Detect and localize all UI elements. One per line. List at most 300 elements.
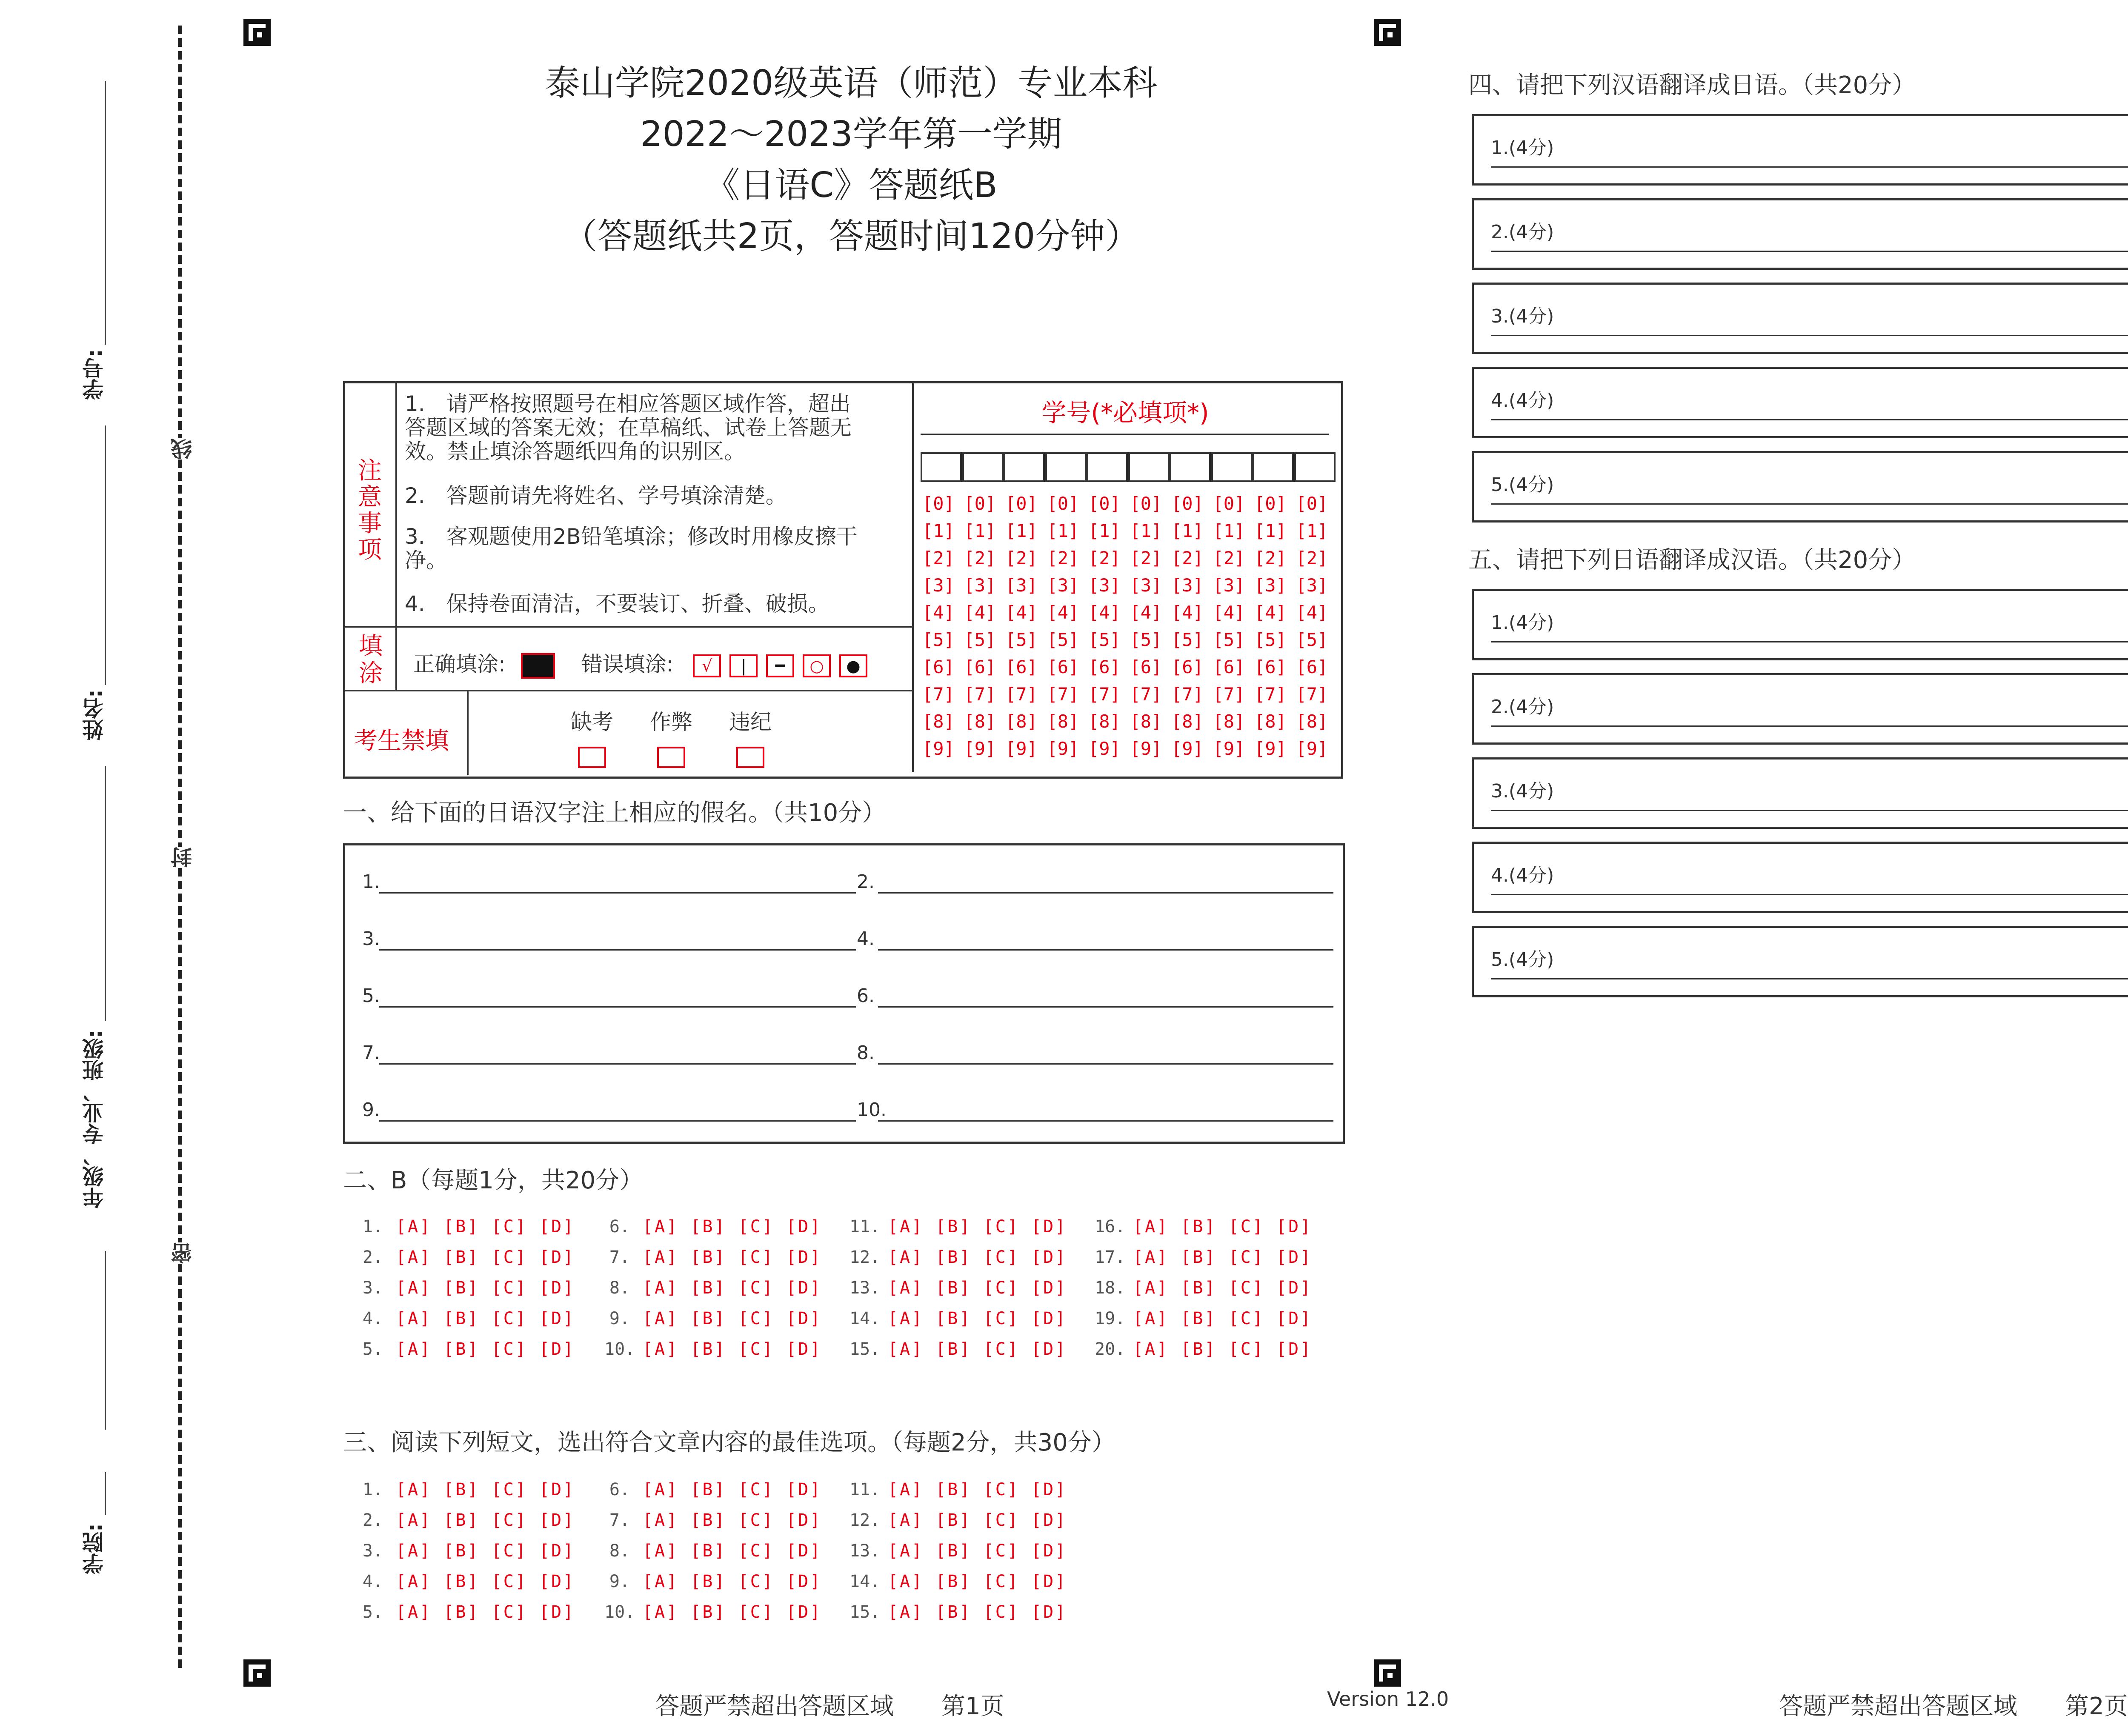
student-id-bubble[interactable]: [2] [1005, 548, 1038, 568]
section1-answer-line[interactable] [379, 949, 856, 951]
section2-question-row[interactable] [604, 1278, 822, 1298]
student-id-bubble[interactable]: [0] [1047, 493, 1079, 514]
section2-option-bubbles[interactable]: [A] [B] [C] [D] [396, 1339, 575, 1359]
section2-question-number: 4. [362, 1309, 383, 1328]
student-id-bubble[interactable]: [5] [922, 629, 955, 650]
student-id-boxes[interactable] [921, 452, 1338, 482]
student-id-bubble[interactable]: [7] [1254, 684, 1287, 705]
student-id-bubble[interactable]: [8] [1088, 711, 1121, 732]
section4-item-label: 4.(4分) [1491, 390, 1554, 411]
student-id-bubble[interactable]: [6] [964, 657, 996, 677]
section2-question-row[interactable] [849, 1309, 1067, 1328]
section5-title: 五、请把下列日语翻译成汉语。（共20分） [1468, 546, 1916, 574]
exam-title-line4: （答题纸共2页，答题时间120分钟） [562, 216, 1140, 257]
section2-question-number: 20. [1095, 1339, 1126, 1359]
student-id-bubble[interactable]: [5] [1047, 629, 1079, 650]
student-id-digit-box[interactable] [962, 452, 1004, 482]
section3-option-bubbles[interactable]: [A] [B] [C] [D] [643, 1510, 822, 1530]
section2-question-number: 2. [362, 1248, 383, 1267]
student-id-bubble[interactable]: [6] [1088, 657, 1121, 677]
student-id-bubble[interactable]: [0] [1005, 493, 1038, 514]
section2-question-row[interactable] [358, 1278, 575, 1298]
section3-question-row[interactable] [358, 1541, 575, 1561]
notice-item-4: 4. 保持卷面清洁，不要装订、折叠、破损。 [405, 591, 829, 616]
section3-question-number: 14. [849, 1572, 881, 1591]
section4-answer-line[interactable] [1491, 335, 2128, 336]
student-id-bubble[interactable]: [9] [1088, 738, 1121, 759]
student-id-bubble[interactable]: [8] [1213, 711, 1245, 732]
student-id-bubble[interactable]: [0] [1130, 493, 1162, 514]
section3-question-row[interactable] [604, 1510, 822, 1530]
student-id-bubble[interactable]: [9] [964, 738, 996, 759]
section2-question-number: 16. [1095, 1217, 1126, 1236]
student-id-bubble[interactable]: [4] [964, 602, 996, 623]
section2-option-bubbles[interactable]: [A] [B] [C] [D] [396, 1248, 575, 1267]
section2-question-row[interactable] [358, 1248, 575, 1267]
student-id-digit-box[interactable] [1128, 452, 1170, 482]
student-id-bubble[interactable]: [3] [1213, 575, 1245, 596]
seal-word-xian: 线 [168, 438, 193, 460]
student-id-bubble[interactable]: [2] [922, 548, 955, 568]
student-id-bubbles[interactable] [921, 493, 1338, 774]
student-id-bubble[interactable]: [1] [1047, 520, 1079, 541]
wrong-fill-label: 错误填涂: [581, 652, 674, 677]
section2-option-bubbles[interactable]: [A] [B] [C] [D] [396, 1278, 575, 1298]
correct-fill-label: 正确填涂: [413, 652, 506, 677]
student-id-bubble[interactable]: [1] [1088, 520, 1121, 541]
section3-option-bubbles[interactable]: [A] [B] [C] [D] [643, 1480, 822, 1499]
student-id-bubble[interactable]: [8] [922, 711, 955, 732]
student-id-bubble[interactable]: [9] [1171, 738, 1204, 759]
notice-item-1: 1. 请严格按照题号在相应答题区域作答，超出答题区域的答案无效；在草稿纸、试卷上答题无效。禁止填涂答题纸四角的识别区。 [405, 391, 852, 464]
section2-question-number: 9. [609, 1309, 630, 1328]
student-id-bubble[interactable]: [0] [922, 493, 955, 514]
student-id-bubble[interactable]: [8] [1171, 711, 1204, 732]
section2-question-number: 10. [604, 1339, 635, 1359]
section2-option-bubbles[interactable]: [A] [B] [C] [D] [1133, 1248, 1313, 1267]
student-id-bubble[interactable]: [9] [922, 738, 955, 759]
section3-question-number: 2. [362, 1510, 383, 1530]
section4-answer-line[interactable] [1491, 166, 2128, 168]
section2-option-bubbles[interactable]: [A] [B] [C] [D] [643, 1278, 822, 1298]
section1-item-label: 6. [857, 985, 875, 1007]
section2-option-bubbles[interactable]: [A] [B] [C] [D] [1133, 1278, 1313, 1298]
student-id-bubble[interactable]: [5] [964, 629, 996, 650]
section3-option-bubbles[interactable]: [A] [B] [C] [D] [396, 1572, 575, 1591]
student-id-digit-box[interactable] [921, 452, 962, 482]
student-id-bubble[interactable]: [8] [1296, 711, 1328, 732]
student-id-bubble[interactable]: [8] [1254, 711, 1287, 732]
section3-option-bubbles[interactable]: [A] [B] [C] [D] [396, 1510, 575, 1530]
section2-question-row[interactable] [604, 1217, 822, 1236]
section2-option-bubbles[interactable]: [A] [B] [C] [D] [1133, 1339, 1313, 1359]
student-id-bubble[interactable]: [9] [1296, 738, 1328, 759]
section2-question-number: 19. [1095, 1309, 1126, 1328]
section4-answer-box[interactable] [1472, 451, 2128, 523]
section1-item-label: 7. [362, 1042, 380, 1064]
section1-answer-line[interactable] [379, 892, 856, 894]
section2-question-row[interactable] [604, 1248, 822, 1267]
student-id-bubble[interactable]: [8] [964, 711, 996, 732]
section3-option-bubbles[interactable]: [A] [B] [C] [D] [396, 1602, 575, 1622]
section2-question-row[interactable] [358, 1339, 575, 1359]
section2-option-bubbles[interactable]: [A] [B] [C] [D] [888, 1217, 1067, 1236]
section1-answer-line[interactable] [379, 1006, 856, 1008]
section2-option-bubbles[interactable]: [A] [B] [C] [D] [643, 1309, 822, 1328]
section3-question-number: 1. [362, 1480, 383, 1499]
student-id-bubble[interactable]: [4] [1213, 602, 1245, 623]
student-id-bubble[interactable]: [0] [1171, 493, 1204, 514]
section3-question-row[interactable] [358, 1602, 575, 1622]
student-id-bubble[interactable]: [5] [1005, 629, 1038, 650]
section1-item-label: 1. [362, 871, 380, 893]
section3-question-row[interactable] [849, 1602, 1067, 1622]
section1-item-label: 10. [857, 1099, 887, 1121]
section2-option-bubbles[interactable]: [A] [B] [C] [D] [1133, 1217, 1313, 1236]
section5-answer-line[interactable] [1491, 978, 2128, 979]
student-id-bubble[interactable]: [0] [964, 493, 996, 514]
student-id-bubble[interactable]: [3] [1005, 575, 1038, 596]
student-id-bubble[interactable]: [1] [1296, 520, 1328, 541]
section2-question-number: 8. [609, 1278, 630, 1298]
class-line-lower[interactable] [105, 1251, 106, 1430]
section3-question-row[interactable] [604, 1602, 822, 1622]
violation-box[interactable] [736, 747, 764, 768]
section2-option-bubbles[interactable]: [A] [B] [C] [D] [643, 1217, 822, 1236]
section2-question-row[interactable] [849, 1339, 1067, 1359]
section1-answer-line[interactable] [379, 1120, 856, 1122]
section2-question-row[interactable] [849, 1278, 1067, 1298]
section2-question-row[interactable] [849, 1248, 1067, 1267]
section2-question-row[interactable] [1095, 1339, 1312, 1359]
section5-item-label: 4.(4分) [1491, 865, 1554, 886]
seal-word-feng: 封 [168, 847, 193, 868]
student-id-digit-box[interactable] [1253, 452, 1294, 482]
college-label: 学院: [82, 1523, 107, 1574]
student-id-bubble[interactable]: [4] [1130, 602, 1162, 623]
student-id-bubble[interactable]: [0] [1254, 493, 1287, 514]
section2-question-number: 7. [609, 1248, 630, 1267]
wrong-mark-dot: ● [839, 654, 867, 677]
name-line[interactable] [105, 425, 106, 685]
exam-title-line3: 《日语C》答题纸B [705, 165, 998, 206]
section2-option-bubbles[interactable]: [A] [B] [C] [D] [888, 1309, 1067, 1328]
student-id-bubble[interactable]: [1] [1171, 520, 1204, 541]
student-id-bubble[interactable]: [2] [1047, 548, 1079, 568]
section2-question-number: 5. [362, 1339, 383, 1359]
correct-fill-sample [521, 653, 555, 679]
student-id-bubble[interactable]: [6] [1005, 657, 1038, 677]
student-id-bubble[interactable]: [1] [1254, 520, 1287, 541]
student-id-bubble[interactable]: [1] [922, 520, 955, 541]
cheating-label: 作弊 [650, 710, 692, 734]
corner-marker-bottom-left [243, 1659, 271, 1687]
section3-question-number: 4. [362, 1572, 383, 1591]
section2-question-row[interactable] [604, 1339, 822, 1359]
section5-answer-box[interactable] [1472, 757, 2128, 829]
student-id-digit-box[interactable] [1211, 452, 1253, 482]
student-id-bubble[interactable]: [6] [1254, 657, 1287, 677]
section2-question-row[interactable] [1095, 1217, 1312, 1236]
section2-option-bubbles[interactable]: [A] [B] [C] [D] [888, 1339, 1067, 1359]
section3-option-bubbles[interactable]: [A] [B] [C] [D] [643, 1572, 822, 1591]
student-id-bubble[interactable]: [9] [1005, 738, 1038, 759]
student-id-bubble[interactable]: [7] [1088, 684, 1121, 705]
section3-question-row[interactable] [604, 1541, 822, 1561]
student-id-bubble[interactable]: [6] [1171, 657, 1204, 677]
student-id-bubble[interactable]: [3] [1296, 575, 1328, 596]
section3-question-row[interactable] [849, 1541, 1067, 1561]
student-id-bubble[interactable]: [1] [964, 520, 996, 541]
student-id-bubble[interactable]: [8] [1130, 711, 1162, 732]
section1-answer-line[interactable] [878, 1063, 1333, 1065]
section2-question-row[interactable] [1095, 1278, 1312, 1298]
student-id-bubble[interactable]: [7] [922, 684, 955, 705]
violation-label: 违纪 [729, 710, 772, 734]
student-id-digit-box[interactable] [1294, 452, 1336, 482]
college-line[interactable] [105, 1472, 106, 1515]
student-id-bubble[interactable]: [7] [1130, 684, 1162, 705]
student-id-bubble[interactable]: [5] [1296, 629, 1328, 650]
section2-option-bubbles[interactable]: [A] [B] [C] [D] [643, 1248, 822, 1267]
section2-question-number: 13. [849, 1278, 881, 1298]
student-id-bubble[interactable]: [2] [1088, 548, 1121, 568]
section3-question-number: 5. [362, 1602, 383, 1622]
section5-answer-box[interactable] [1472, 673, 2128, 745]
section3-question-row[interactable] [358, 1480, 575, 1499]
student-id-label: 学号: [82, 349, 107, 400]
student-id-bubble[interactable]: [3] [1254, 575, 1287, 596]
student-id-bubble[interactable]: [5] [1213, 629, 1245, 650]
section4-answer-box[interactable] [1472, 114, 2128, 186]
student-id-bubble[interactable]: [2] [1213, 548, 1245, 568]
section1-answer-line[interactable] [878, 1120, 1333, 1122]
section1-item-label: 4. [857, 928, 875, 950]
wrong-mark-circle: ○ [803, 654, 831, 677]
student-id-bubble[interactable]: [3] [1047, 575, 1079, 596]
student-id-bubble[interactable]: [6] [1047, 657, 1079, 677]
student-id-bubble[interactable]: [6] [1296, 657, 1328, 677]
student-id-bubble[interactable]: [7] [1047, 684, 1079, 705]
student-id-bubble[interactable]: [7] [1005, 684, 1038, 705]
section3-question-row[interactable] [849, 1572, 1067, 1591]
section5-answer-box[interactable] [1472, 926, 2128, 997]
section5-answer-box[interactable] [1472, 842, 2128, 913]
section3-question-number: 3. [362, 1541, 383, 1561]
section3-question-row[interactable] [358, 1510, 575, 1530]
section2-option-bubbles[interactable]: [A] [B] [C] [D] [643, 1339, 822, 1359]
section1-title: 一、给下面的日语汉字注上相应的假名。（共10分） [343, 799, 886, 827]
absent-label: 缺考 [571, 710, 613, 734]
section3-question-row[interactable] [849, 1480, 1067, 1499]
section4-answer-line[interactable] [1491, 503, 2128, 505]
section5-answer-line[interactable] [1491, 810, 2128, 811]
student-id-line[interactable] [105, 81, 106, 345]
section3-title: 三、阅读下列短文，选出符合文章内容的最佳选项。（每题2分，共30分） [343, 1429, 1115, 1456]
student-id-bubble[interactable]: [2] [1296, 548, 1328, 568]
section2-question-row[interactable] [849, 1217, 1067, 1236]
section4-item-label: 2.(4分) [1491, 221, 1554, 243]
section3-question-row[interactable] [849, 1510, 1067, 1530]
student-id-bubble[interactable]: [6] [1213, 657, 1245, 677]
notice-label: 注意事项 [358, 457, 382, 564]
student-id-bubble[interactable]: [4] [1088, 602, 1121, 623]
student-id-bubble[interactable]: [5] [1130, 629, 1162, 650]
section5-answer-box[interactable] [1472, 589, 2128, 660]
section2-question-number: 12. [849, 1248, 881, 1267]
section1-answer-line[interactable] [878, 1006, 1333, 1008]
student-id-bubble[interactable]: [2] [1254, 548, 1287, 568]
student-id-bubble[interactable]: [7] [1171, 684, 1204, 705]
student-id-bubble[interactable]: [5] [1254, 629, 1287, 650]
section2-question-number: 1. [362, 1217, 383, 1236]
section3-question-number: 12. [849, 1510, 881, 1530]
student-id-bubble[interactable]: [3] [1171, 575, 1204, 596]
section3-question-number: 15. [849, 1602, 881, 1622]
student-id-title: 学号(*必填项*) [1041, 398, 1209, 427]
student-id-bubble[interactable]: [3] [964, 575, 996, 596]
student-id-bubble[interactable]: [4] [1171, 602, 1204, 623]
section5-answer-line[interactable] [1491, 641, 2128, 642]
absent-option[interactable] [566, 705, 618, 768]
section1-item-label: 2. [857, 871, 875, 893]
student-id-bubble[interactable]: [8] [1047, 711, 1079, 732]
class-line[interactable] [105, 766, 106, 1021]
section2-option-bubbles[interactable]: [A] [B] [C] [D] [396, 1217, 575, 1236]
student-id-bubble[interactable]: [9] [1213, 738, 1245, 759]
student-id-bubble[interactable]: [2] [1130, 548, 1162, 568]
footer-page2: 答题严禁超出答题区域 第2页 [1779, 1693, 2128, 1720]
wrong-mark-check: √ [693, 654, 721, 677]
student-id-bubble[interactable]: [3] [922, 575, 955, 596]
footer-page1: 答题严禁超出答题区域 第1页 [655, 1693, 1004, 1720]
section3-option-bubbles[interactable]: [A] [B] [C] [D] [888, 1510, 1067, 1530]
student-id-bubble[interactable]: [0] [1088, 493, 1121, 514]
section3-option-bubbles[interactable]: [A] [B] [C] [D] [396, 1541, 575, 1561]
student-id-bubble[interactable]: [3] [1088, 575, 1121, 596]
cheating-option[interactable] [646, 705, 697, 768]
section3-question-row[interactable] [358, 1572, 575, 1591]
section5-answer-line[interactable] [1491, 894, 2128, 895]
section5-answer-line[interactable] [1491, 725, 2128, 727]
corner-marker-bottom-center [1374, 1659, 1401, 1687]
student-id-bubble[interactable]: [6] [1130, 657, 1162, 677]
student-id-bubble[interactable]: [4] [1296, 602, 1328, 623]
section2-question-number: 17. [1095, 1248, 1126, 1267]
student-id-bubble[interactable]: [7] [1296, 684, 1328, 705]
absent-box[interactable] [578, 747, 606, 768]
section4-answer-box[interactable] [1472, 283, 2128, 354]
section2-title: 二、B（每题1分，共20分） [343, 1167, 644, 1194]
section4-item-label: 1.(4分) [1491, 137, 1554, 159]
student-id-digit-box[interactable] [1170, 452, 1211, 482]
section2-question-row[interactable] [1095, 1248, 1312, 1267]
student-id-bubble[interactable]: [9] [1130, 738, 1162, 759]
section3-option-bubbles[interactable]: [A] [B] [C] [D] [888, 1541, 1067, 1561]
class-label: 年级、专业、班级: [82, 1030, 107, 1208]
section4-answer-line[interactable] [1491, 419, 2128, 420]
section4-item-label: 3.(4分) [1491, 306, 1554, 327]
student-id-bubble[interactable]: [4] [1047, 602, 1079, 623]
student-id-bubble[interactable]: [0] [1296, 493, 1328, 514]
section2-option-bubbles[interactable]: [A] [B] [C] [D] [888, 1248, 1067, 1267]
section2-option-bubbles[interactable]: [A] [B] [C] [D] [888, 1278, 1067, 1298]
section1-answer-line[interactable] [878, 949, 1333, 951]
section1-answer-line[interactable] [379, 1063, 856, 1065]
student-id-bubble[interactable]: [4] [922, 602, 955, 623]
student-id-bubble[interactable]: [1] [1130, 520, 1162, 541]
wrong-mark-bar: | [729, 654, 758, 677]
student-id-digit-box[interactable] [1004, 452, 1045, 482]
section3-option-bubbles[interactable]: [A] [B] [C] [D] [643, 1541, 822, 1561]
section3-question-row[interactable] [604, 1480, 822, 1499]
student-id-bubble[interactable]: [2] [964, 548, 996, 568]
name-label: 姓名: [82, 689, 107, 740]
student-id-bubble[interactable]: [1] [1213, 520, 1245, 541]
section3-question-row[interactable] [604, 1572, 822, 1591]
student-id-bubble[interactable]: [4] [1005, 602, 1038, 623]
section3-option-bubbles[interactable]: [A] [B] [C] [D] [888, 1602, 1067, 1622]
cheating-box[interactable] [657, 747, 685, 768]
student-id-bubble[interactable]: [8] [1005, 711, 1038, 732]
student-id-bubble[interactable]: [5] [1088, 629, 1121, 650]
student-id-bubble[interactable]: [7] [964, 684, 996, 705]
section4-answer-box[interactable] [1472, 367, 2128, 438]
student-id-bubble[interactable]: [3] [1130, 575, 1162, 596]
student-id-bubble[interactable]: [1] [1005, 520, 1038, 541]
section2-question-row[interactable] [358, 1309, 575, 1328]
student-id-bubble[interactable]: [6] [922, 657, 955, 677]
section4-item-label: 5.(4分) [1491, 474, 1554, 496]
fill-label: 填涂 [359, 632, 383, 687]
notice-item-2: 2. 答题前请先将姓名、学号填涂清楚。 [405, 483, 787, 508]
student-id-digit-box[interactable] [1087, 452, 1128, 482]
section4-answer-box[interactable] [1472, 198, 2128, 270]
student-id-bubble[interactable]: [4] [1254, 602, 1287, 623]
section5-item-label: 5.(4分) [1491, 949, 1554, 971]
student-id-bubble[interactable]: [9] [1254, 738, 1287, 759]
section3-option-bubbles[interactable]: [A] [B] [C] [D] [888, 1572, 1067, 1591]
forbidden-label: 考生禁填 [354, 727, 449, 755]
section2-question-number: 6. [609, 1217, 630, 1236]
student-id-bubble[interactable]: [2] [1171, 548, 1204, 568]
student-id-bubble[interactable]: [7] [1213, 684, 1245, 705]
student-id-bubble[interactable]: [5] [1171, 629, 1204, 650]
section1-answer-line[interactable] [878, 892, 1333, 894]
section3-question-number: 8. [609, 1541, 630, 1561]
section3-option-bubbles[interactable]: [A] [B] [C] [D] [888, 1480, 1067, 1499]
student-id-digit-box[interactable] [1045, 452, 1087, 482]
exam-title-line2: 2022～2023学年第一学期 [640, 114, 1062, 154]
section2-question-number: 14. [849, 1309, 881, 1328]
section4-answer-line[interactable] [1491, 251, 2128, 252]
section3-option-bubbles[interactable]: [A] [B] [C] [D] [643, 1602, 822, 1622]
student-id-bubble[interactable]: [9] [1047, 738, 1079, 759]
section2-question-row[interactable] [1095, 1309, 1312, 1328]
student-id-bubble[interactable]: [0] [1213, 493, 1245, 514]
section2-option-bubbles[interactable]: [A] [B] [C] [D] [1133, 1309, 1313, 1328]
section3-question-number: 6. [609, 1480, 630, 1499]
section1-answer-box [343, 843, 1345, 1144]
section5-item-label: 2.(4分) [1491, 696, 1554, 718]
section2-option-bubbles[interactable]: [A] [B] [C] [D] [396, 1309, 575, 1328]
section1-item-label: 3. [362, 928, 380, 950]
section2-question-row[interactable] [358, 1217, 575, 1236]
section1-item-label: 9. [362, 1099, 380, 1121]
section3-option-bubbles[interactable]: [A] [B] [C] [D] [396, 1480, 575, 1499]
section2-question-row[interactable] [604, 1309, 822, 1328]
violation-option[interactable] [725, 705, 776, 768]
